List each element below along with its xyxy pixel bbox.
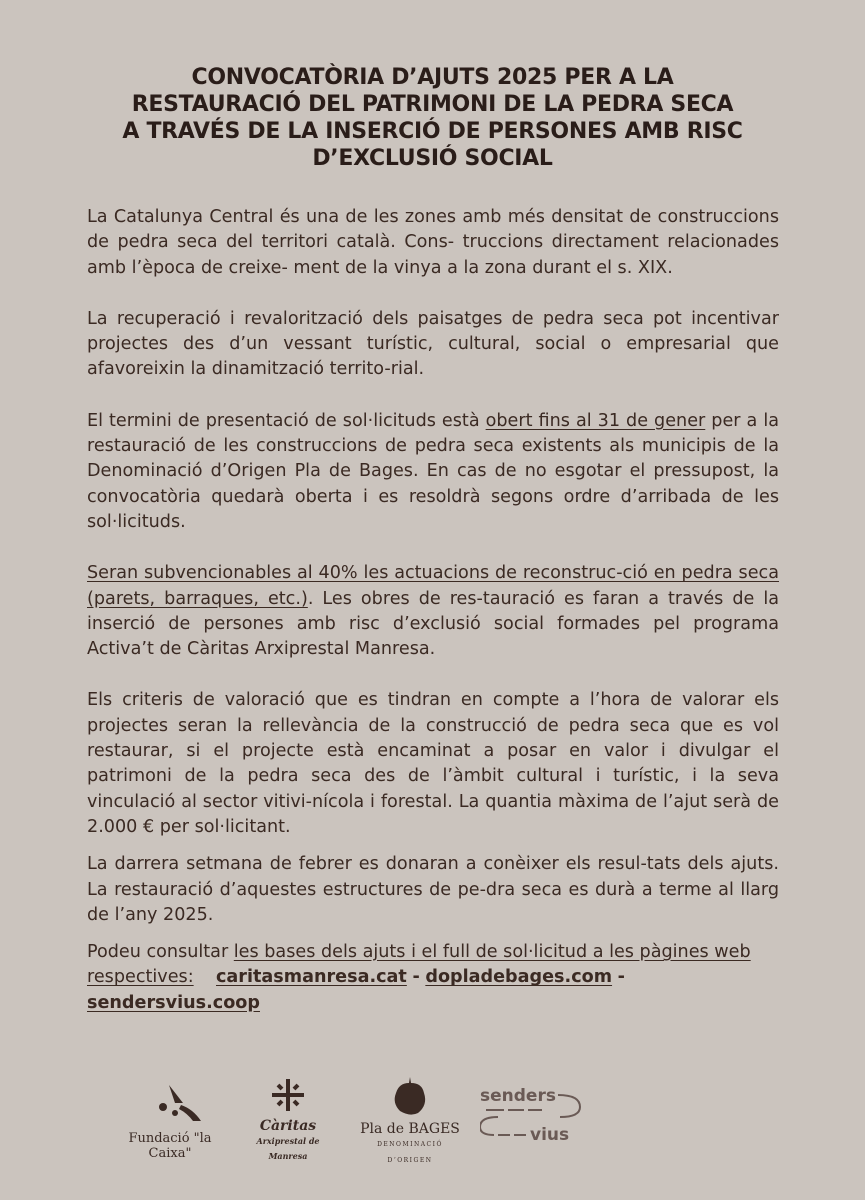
pladebages-caption: Pla de BAGES xyxy=(360,1121,460,1137)
deadline-text-b: per a la restauració de les construccions de pedra seca existents als municipis de la Denominació d’Origen Pla de Bages. En cas de no esgotar el pressupost, la convocatòria quedarà oberta i es resoldrà segons ordre d’arribada de les sol·licituds. xyxy=(87,410,779,532)
lacaixa-caption: Fundació "la Caixa" xyxy=(128,1131,212,1161)
consult-link[interactable]: les bases dels ajuts i el full de sol·licitud a les pàgines web respectives: xyxy=(87,942,751,988)
title-line-1: CONVOCATÒRIA D’AJUTS 2025 PER A LA xyxy=(191,65,674,90)
body-text xyxy=(87,205,779,1016)
logo-lacaixa xyxy=(105,1083,235,1161)
pladebages-subcaption: DENOMINACIÓ D’ORIGEN xyxy=(377,1141,443,1164)
consult-text: Podeu consultar xyxy=(87,942,234,963)
subsidy-link[interactable]: Seran subvencionables al 40% les actuacions de reconstruc-ció en pedra seca (parets, barraques, etc.) xyxy=(87,563,779,609)
caritas-subcaption: Arxiprestal de Manresa xyxy=(256,1136,320,1161)
logo-caritas xyxy=(243,1075,333,1164)
senders-word: senders xyxy=(480,1086,556,1106)
subsidy-text: . Les obres de res-tauració es faran a través de la inserció de persones amb risc d’exclusió social formades pel programa Activa’t de Càritas Arxiprestal Manresa. xyxy=(87,588,780,660)
deadline-link[interactable]: obert fins al 31 de gener xyxy=(485,410,706,431)
pladebages-leaf-icon xyxy=(390,1075,430,1117)
paragraph-subsidy xyxy=(87,561,779,662)
paragraph-results: La darrera setmana de febrer es donaran a conèixer els resul-tats dels ajuts. La restauració d’aquestes estructures de pe-dra seca es durà a terme al llarg de l’any 2025. xyxy=(87,854,779,925)
lacaixa-star-icon xyxy=(135,1083,205,1125)
link-separator-2: - xyxy=(617,967,625,988)
paragraph-consult xyxy=(87,940,779,1016)
caritas-cross-icon xyxy=(268,1075,308,1115)
link-dopladebages[interactable]: dopladebages.com xyxy=(425,967,613,988)
sendersvius-path-icon xyxy=(480,1083,590,1143)
logo-pladebages xyxy=(355,1075,465,1169)
paragraph-recovery: La recuperació i revalorització dels paisatges de pedra seca pot incentivar projectes des d’un vessant turístic, cultural, social o empresarial que afavoreixin la dinamització territo-rial. xyxy=(87,308,779,380)
title-line-3: A TRAVÉS DE LA INSERCIÓ DE PERSONES AMB RISC xyxy=(122,119,743,144)
link-caritasmanresa[interactable]: caritasmanresa.cat xyxy=(216,967,407,988)
vius-word: vius xyxy=(530,1125,570,1143)
link-separator-1: - xyxy=(412,967,420,988)
paragraph-deadline xyxy=(87,409,779,535)
title-line-2: RESTAURACIÓ DEL PATRIMONI DE LA PEDRA SECA xyxy=(131,92,734,117)
paragraph-criteria: Els criteris de valoració que es tindran en compte a l’hora de valorar els projectes seran la rellevància de la construcció de pedra seca que es vol restaurar, si el projecte està encaminat a posar en valor i divulgar el patrimoni de la pedra seca des de l’àmbit cultural i turístic, i la seva vinculació al sector vitivi-nícola i forestal. La quantia màxima de l’ajut serà de 2.000 € per sol·licitant. xyxy=(87,690,779,837)
link-sendersvius[interactable]: sendersvius.coop xyxy=(87,992,260,1013)
page-title xyxy=(100,64,765,172)
title-line-4: D’EXCLUSIÓ SOCIAL xyxy=(312,146,553,171)
paragraph-intro: La Catalunya Central és una de les zones amb més densitat de construccions de pedra seca del territori català. Cons- truccions directament relacionades amb l’època de creixe- ment de la vinya a la zona durant el s. XIX. xyxy=(87,207,779,278)
caritas-caption: Càritas xyxy=(259,1118,317,1134)
logo-sendersvius xyxy=(480,1083,590,1147)
deadline-text-a: El termini de presentació de sol·licituds està xyxy=(87,410,486,431)
sponsor-logos xyxy=(100,1075,800,1164)
